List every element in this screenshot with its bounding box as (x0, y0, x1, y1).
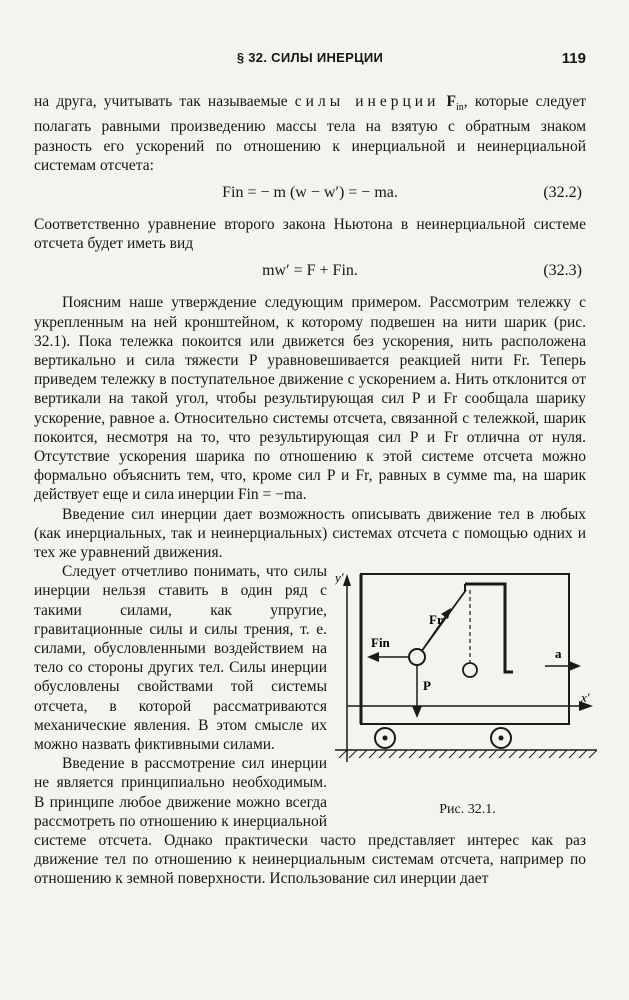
section-title: § 32. СИЛЫ ИНЕРЦИИ (236, 50, 384, 65)
fin-label: Fin (371, 635, 390, 651)
page-number: 119 (561, 50, 586, 67)
p1-spaced-term: силы инерции (294, 93, 440, 110)
p-label: P (423, 678, 431, 694)
bracket (465, 584, 513, 672)
a-arrow-head (569, 661, 581, 671)
right-wheel-hub (499, 736, 504, 741)
paragraph-3: Поясним наше утверждение следующим примером. Рассмотрим тележку с укрепленным на ней кронштейном, к которому подвешен на нити шарик (рис. 32.1). Пока тележка покоится или движется без ускорения, нить расположена вертикально и сила тяжести P уравновешивается реакцией нити Fr. Теперь приведем тележку в поступательное движение с ускорением a. Нить отклонится от вертикали на такой угол, чтобы результирующая сил P и Fr сообщала шарику ускорение, равное a. Относительно системы отсчета, связанной с тележкой, шарик покоится, несмотря на то, что результирующая сил P и Fr отлична от нуля. Отсутствие ускорения шарика по отношению к этой системе отсчета можно формально объяснить тем, что, кроме сил P и Fr, равных в сумме ma, на шарик действует еще и сила инерции Fin = −ma. (34, 294, 586, 504)
y-axis-label: y′ (335, 570, 344, 586)
y-axis-arrow (343, 574, 351, 586)
p1-start: на друга, учитывать так называемые (34, 93, 288, 110)
equation-32-2-formula: Fin = − m (w − w′) = − ma. (222, 183, 398, 201)
a-label: a (555, 646, 562, 662)
paragraph-4: Введение сил инерции дает возможность описывать движение тел в любых (как инерциальных, так и неинерциальных) системах отсчета с помощью одних и тех же уравнений движения. (34, 505, 586, 561)
page-body (34, 92, 590, 889)
ball-rest-position (463, 663, 477, 677)
x-axis-label: x′ (581, 690, 590, 706)
equation-32-3-formula: mw′ = F + Fin. (262, 262, 358, 280)
left-wheel-hub (383, 736, 388, 741)
figure-caption: Рис. 32.1. (439, 802, 496, 818)
paragraph-1 (34, 92, 586, 175)
equation-32-3-number: (32.3) (543, 262, 582, 280)
ground-hatching (339, 750, 597, 758)
figure-wrap (34, 562, 590, 888)
equation-32-2 (34, 183, 586, 205)
p1-vector: F (446, 93, 456, 110)
fin-arrow-head (367, 652, 379, 662)
paragraph-5: Следует отчетливо понимать, что силы инерции нельзя ставить в один ряд с такими силами, как упругие, гравитационные силы и силы трения, т. е. силами, обусловленными воздействием на тело со стороны других тел. Силы инерции обусловлены свойствами той системы отсчета, в которой рассматриваются механические явления. В этом смысле их можно назвать фиктивными силами. (34, 563, 327, 753)
p1-vector-sub: in (456, 102, 464, 114)
ball (409, 649, 425, 665)
running-header (34, 50, 586, 72)
p1-rest: , которые следует полагать равными произведению массы тела на взятую с обратным знаком разность его ускорений по отношению к инерциальной и неинерциальной системам отсчета: (34, 93, 586, 174)
p-arrow-head (412, 706, 422, 718)
paragraph-6: Введение в рассмотрение сил инерции не является принципиально необходимым. В принципе любое движение можно всегда рассмотреть по отношению к инерциальной системе отсчета. Однако практически часто представляет интерес как раз движение тел по отношению к неинерциальным системам отсчета, например по отношению к земной поверхности. Использование сил инерции дает (34, 755, 586, 888)
figure-diagram (335, 562, 600, 820)
equation-32-3 (34, 261, 586, 283)
fr-label: Fr (429, 612, 443, 628)
figure-32-1 (335, 562, 600, 820)
cart-body (361, 574, 569, 724)
equation-32-2-number: (32.2) (543, 183, 582, 201)
paragraph-2: Соответственно уравнение второго закона Ньютона в неинерциальной системе отсчета будет иметь вид (34, 215, 586, 253)
